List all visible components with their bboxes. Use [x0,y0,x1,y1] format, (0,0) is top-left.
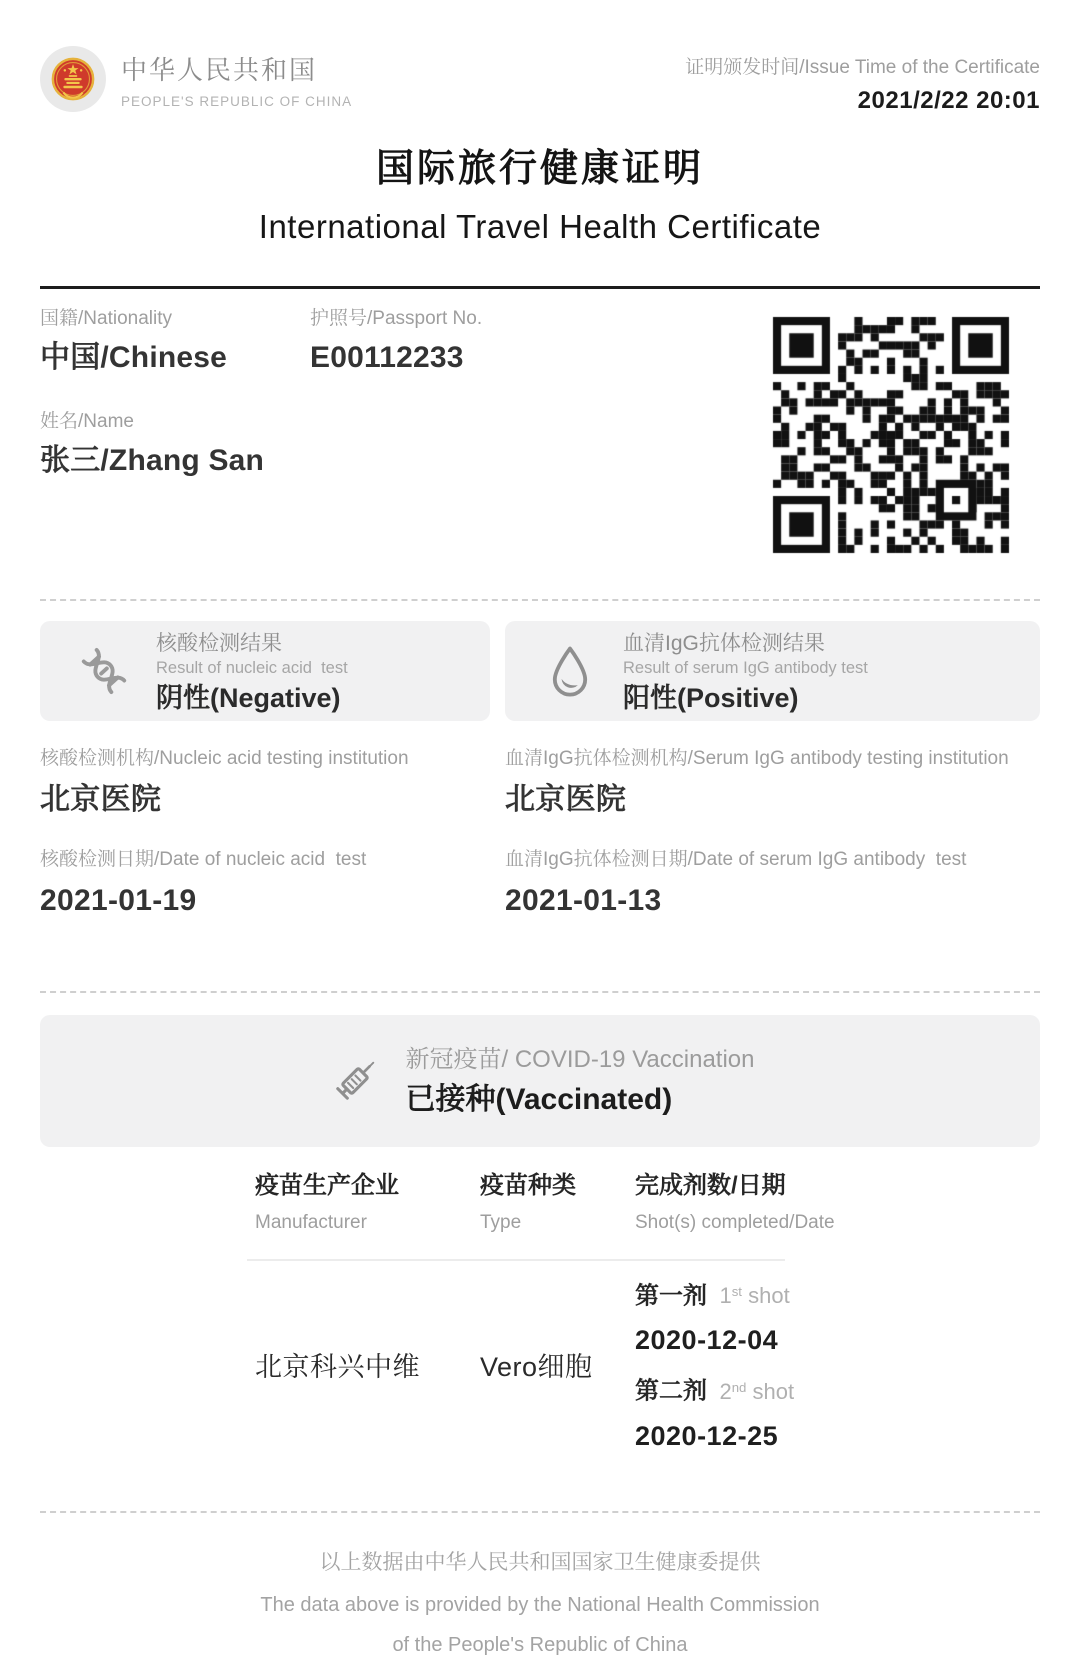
country-name-block [121,50,352,109]
header-country [40,46,352,112]
issue-time-label: 证明颁发时间/Issue Time of the Certificate [685,57,1040,78]
nucleic-institution-value: 北京医院 [40,783,162,816]
nucleic-result-title-cn: 核酸检测结果 [156,631,282,655]
name-label: 姓名/Name [40,411,134,432]
shot-2-label-cn: 第二剂 [635,1377,707,1405]
header-manufacturer [255,1171,480,1235]
name-field [40,410,264,479]
header-shots-cn: 完成剂数/日期 [635,1172,786,1199]
serum-result-value: 阳性(Positive) [623,682,799,713]
nucleic-result-value: 阴性(Negative) [156,682,341,713]
header [40,46,1040,115]
shot-2-date: 2020-12-25 [635,1420,779,1451]
qr-code [767,311,1015,559]
passport-value: E00112233 [310,341,464,374]
vaccination-title: 新冠疫苗/ COVID-19 Vaccination [405,1045,755,1073]
page-title-cn: 国际旅行健康证明 [375,148,704,190]
identity-section [40,307,1040,569]
issue-time-block [685,46,1040,115]
vaccination-banner [40,1015,1040,1147]
nucleic-date-field [40,848,505,919]
header-type-en: Type [480,1212,522,1233]
nucleic-institution-label: 核酸检测机构/Nucleic acid testing institution [40,748,409,769]
section-divider-dashed [40,991,1040,993]
footer-line-en-2: of the People's Republic of China [392,1633,688,1656]
header-manufacturer-en: Manufacturer [255,1212,367,1233]
section-divider-dashed [40,1511,1040,1513]
shot-1 [635,1277,1015,1357]
footer-line-en-1: The data above is provided by the National Health Commission [260,1593,820,1616]
page-title-en: International Travel Health Certificate [258,208,822,245]
test-result-cards [40,621,1040,721]
shot-2-label-en: 2nd shot [719,1378,795,1404]
nationality-value: 中国/Chinese [40,341,228,374]
dna-helix-icon [78,645,130,697]
name-value: 张三/Zhang San [40,444,265,477]
serum-result-text [623,629,868,714]
header-type [480,1171,635,1235]
syringe-icon [326,1052,384,1110]
country-name-cn: 中华人民共和国 [121,54,318,85]
nucleic-institution-field [40,747,505,818]
country-name-en: PEOPLE'S REPUBLIC OF CHINA [121,93,353,109]
header-shots [635,1171,1015,1235]
header-shots-en: Shot(s) completed/Date [635,1212,835,1233]
vaccination-table-header [255,1171,1040,1235]
nucleic-result-title-en: Result of nucleic acid test [156,658,348,677]
nationality-label: 国籍/Nationality [40,308,172,329]
nucleic-date-label: 核酸检测日期/Date of nucleic acid test [40,849,367,870]
vaccination-table [40,1171,1040,1453]
manufacturer-value: 北京科兴中维 [255,1352,420,1383]
serum-institution-label: 血清IgG抗体检测机构/Serum IgG antibody testing institution [505,748,1009,769]
footer-line-cn: 以上数据由中华人民共和国国家卫生健康委提供 [319,1550,761,1574]
serum-result-title-cn: 血清IgG抗体检测结果 [623,631,825,655]
issue-time-value: 2021/2/22 20:01 [857,87,1040,114]
serum-institution-value: 北京医院 [505,783,627,816]
serum-date-field [505,848,1040,919]
shot-1-date: 2020-12-04 [635,1325,779,1356]
vaccination-banner-text [406,1045,755,1118]
header-type-cn: 疫苗种类 [480,1172,576,1199]
shot-1-label-cn: 第一剂 [635,1282,707,1310]
vaccination-table-row [255,1277,1040,1453]
serum-institution-field [505,747,1040,818]
test-date-row [40,848,1040,919]
shots-block [635,1277,1015,1453]
serum-result-card [505,621,1040,721]
institution-row [40,747,1040,818]
national-emblem-icon [40,46,106,112]
type-value: Vero细胞 [480,1352,593,1383]
section-divider-dashed [40,599,1040,601]
passport-field [310,307,482,376]
nucleic-date-value: 2021-01-19 [40,884,197,917]
footer [40,1549,1040,1658]
national-emblem-graphic [50,56,96,102]
table-header-rule [247,1259,785,1261]
nucleic-result-card [40,621,490,721]
passport-label: 护照号/Passport No. [310,308,483,329]
blood-drop-icon [543,644,597,698]
serum-date-value: 2021-01-13 [505,884,662,917]
serum-date-label: 血清IgG抗体检测日期/Date of serum IgG antibody test [505,849,967,870]
title-divider [40,286,1040,289]
shot-2 [635,1372,1015,1452]
nationality-field [40,307,310,376]
serum-result-title-en: Result of serum IgG antibody test [623,658,868,677]
nucleic-result-text [156,629,348,714]
header-manufacturer-cn: 疫苗生产企业 [255,1172,399,1199]
vaccination-status: 已接种(Vaccinated) [405,1082,673,1116]
shot-1-label-en: 1st shot [719,1283,790,1309]
